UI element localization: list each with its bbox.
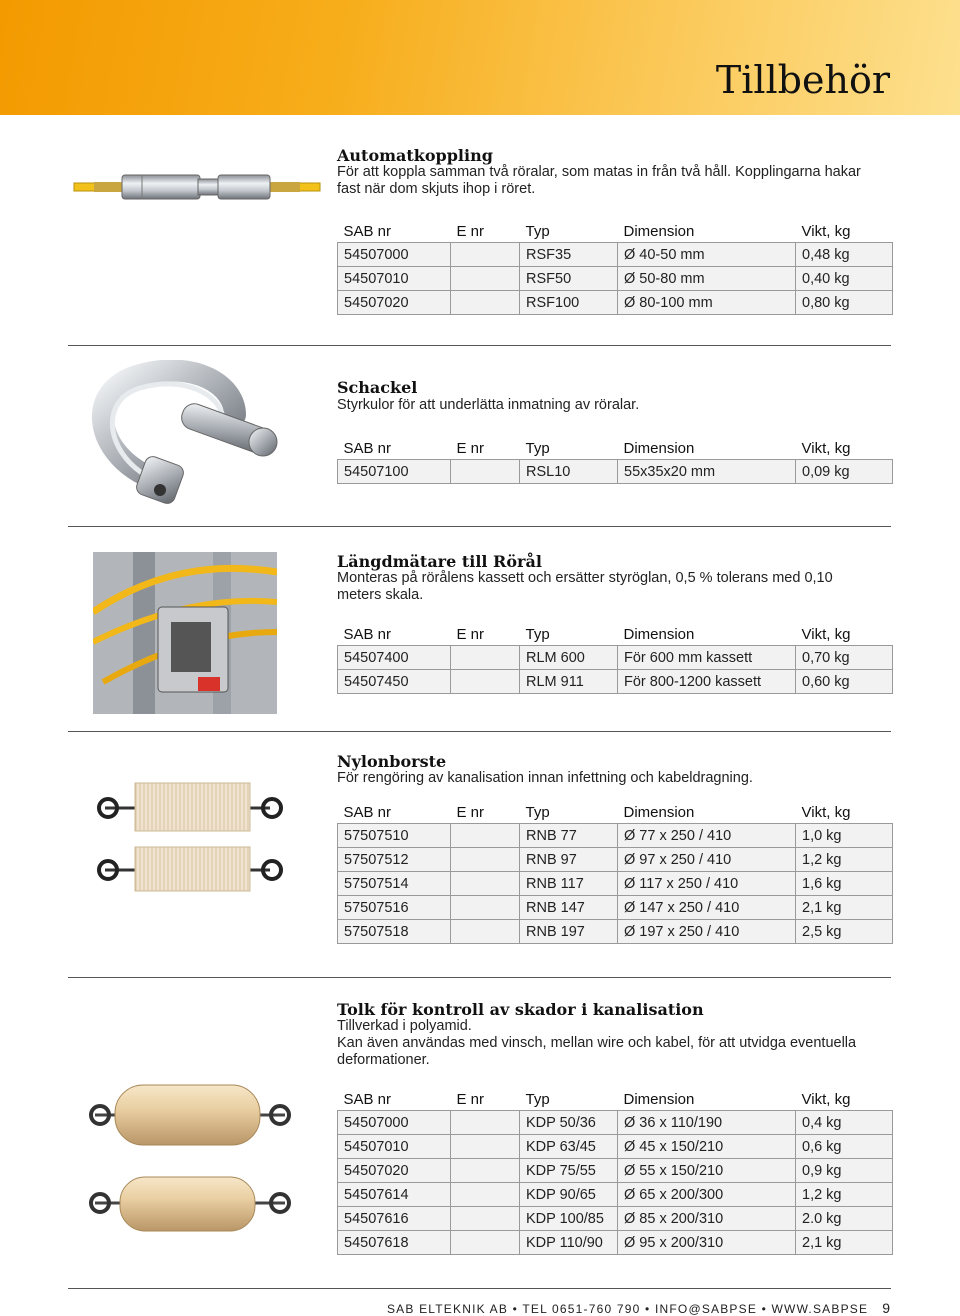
- table-cell: 0,9 kg: [796, 1159, 893, 1183]
- table-cell: 54507450: [338, 670, 451, 694]
- table-cell: 54507020: [338, 1159, 451, 1183]
- table-row: [338, 920, 893, 944]
- table-cell: 2,1 kg: [796, 1231, 893, 1255]
- table-cell: KDP 110/90: [520, 1231, 618, 1255]
- table-cell: 2,5 kg: [796, 920, 893, 944]
- table-cell: 2,1 kg: [796, 896, 893, 920]
- table-row: [338, 1231, 893, 1255]
- table-cell: 0,60 kg: [796, 670, 893, 694]
- table-header-row: [338, 1088, 893, 1111]
- table-cell: 0,4 kg: [796, 1111, 893, 1135]
- table-cell: Ø 65 x 200/300: [618, 1183, 796, 1207]
- section-desc-schackel: Styrkulor för att underlätta inmatning av röralar.: [337, 397, 640, 413]
- section-divider: [68, 1288, 891, 1289]
- table-cell: 57507514: [338, 872, 451, 896]
- column-header: E nr: [456, 803, 485, 821]
- table-row: [338, 243, 893, 267]
- table-cell: Ø 40-50 mm: [618, 243, 796, 267]
- section-title-langdmatare: Längdmätare till Rörål: [337, 552, 542, 571]
- column-header: Typ: [525, 439, 550, 457]
- table-cell: [451, 848, 520, 872]
- footer: [387, 1300, 890, 1316]
- column-header: SAB nr: [343, 625, 392, 643]
- column-header: Typ: [525, 625, 550, 643]
- column-header: E nr: [456, 625, 485, 643]
- section-desc-tolk: Tillverkad i polyamid. Kan även användas med vinsch, mellan wire och kabel, för att utvidga eventuella deformationer.: [337, 1018, 857, 1068]
- gauge-pig-image: [85, 1075, 295, 1255]
- table-cell: 0,6 kg: [796, 1135, 893, 1159]
- table-cell: RSF50: [520, 267, 618, 291]
- table-cell: [451, 1231, 520, 1255]
- table-cell: 54507400: [338, 646, 451, 670]
- table-header-row: [338, 801, 893, 824]
- table-cell: RNB 197: [520, 920, 618, 944]
- table-cell: [451, 646, 520, 670]
- table-cell: Ø 45 x 150/210: [618, 1135, 796, 1159]
- column-header: E nr: [456, 222, 485, 240]
- column-header: Dimension: [623, 1090, 695, 1108]
- table-header-row: [338, 220, 893, 243]
- table-cell: RSF100: [520, 291, 618, 315]
- table-row: [338, 1183, 893, 1207]
- nylon-brush-image: [90, 775, 290, 895]
- header-banner: [0, 0, 960, 115]
- table-cell: 1,6 kg: [796, 872, 893, 896]
- table-cell: 57507516: [338, 896, 451, 920]
- table-cell: KDP 63/45: [520, 1135, 618, 1159]
- table-cell: 0,40 kg: [796, 267, 893, 291]
- table-cell: [451, 243, 520, 267]
- column-header: Dimension: [623, 625, 695, 643]
- table-row: [338, 460, 893, 484]
- column-header: E nr: [456, 439, 485, 457]
- table-cell: 54507614: [338, 1183, 451, 1207]
- table-cell: RNB 147: [520, 896, 618, 920]
- table-cell: Ø 77 x 250 / 410: [618, 824, 796, 848]
- table-cell: [451, 267, 520, 291]
- table-row: [338, 670, 893, 694]
- table-cell: För 800-1200 kassett: [618, 670, 796, 694]
- table-cell: KDP 90/65: [520, 1183, 618, 1207]
- column-header: E nr: [456, 1090, 485, 1108]
- table-cell: 57507512: [338, 848, 451, 872]
- section-desc-langdmatare: Monteras på rörålens kassett och ersätter styröglan, 0,5 % tolerans med 0,10 meters skala.: [337, 570, 833, 603]
- table-cell: RLM 911: [520, 670, 618, 694]
- table-cell: RLM 600: [520, 646, 618, 670]
- column-header: Typ: [525, 803, 550, 821]
- table-cell: Ø 85 x 200/310: [618, 1207, 796, 1231]
- table-cell: 2.0 kg: [796, 1207, 893, 1231]
- table-cell: 54507010: [338, 267, 451, 291]
- table-row: [338, 1135, 893, 1159]
- table-cell: [451, 872, 520, 896]
- table-cell: 0,70 kg: [796, 646, 893, 670]
- column-header: Vikt, kg: [801, 1090, 851, 1108]
- section-divider: [68, 731, 891, 732]
- table-cell: 0,09 kg: [796, 460, 893, 484]
- table-cell: 54507100: [338, 460, 451, 484]
- section-divider: [68, 977, 891, 978]
- section-title-automatkoppling: Automatkoppling: [337, 146, 493, 165]
- table-cell: 57507510: [338, 824, 451, 848]
- column-header: Dimension: [623, 439, 695, 457]
- table-cell: 1,0 kg: [796, 824, 893, 848]
- table-row: [338, 872, 893, 896]
- table-tolk: [337, 1088, 893, 1255]
- column-header: SAB nr: [343, 803, 392, 821]
- table-cell: 1,2 kg: [796, 848, 893, 872]
- table-nylonborste: [337, 801, 893, 944]
- table-cell: 0,80 kg: [796, 291, 893, 315]
- table-cell: RSF35: [520, 243, 618, 267]
- column-header: Typ: [525, 1090, 550, 1108]
- table-cell: [451, 1183, 520, 1207]
- section-divider: [68, 345, 891, 346]
- table-row: [338, 1111, 893, 1135]
- table-cell: KDP 100/85: [520, 1207, 618, 1231]
- table-row: [338, 896, 893, 920]
- column-header: Vikt, kg: [801, 803, 851, 821]
- section-title-schackel: Schackel: [337, 378, 418, 397]
- table-row: [338, 291, 893, 315]
- table-cell: 54507010: [338, 1135, 451, 1159]
- table-cell: [451, 460, 520, 484]
- table-cell: Ø 95 x 200/310: [618, 1231, 796, 1255]
- table-cell: 55x35x20 mm: [618, 460, 796, 484]
- table-cell: 54507020: [338, 291, 451, 315]
- column-header: Vikt, kg: [801, 222, 851, 240]
- column-header: Dimension: [623, 222, 695, 240]
- table-row: [338, 267, 893, 291]
- column-header: SAB nr: [343, 439, 392, 457]
- section-desc-nylonborste: För rengöring av kanalisation innan infettning och kabeldragning.: [337, 770, 753, 786]
- table-cell: KDP 50/36: [520, 1111, 618, 1135]
- length-meter-image: [93, 552, 277, 714]
- table-cell: RNB 97: [520, 848, 618, 872]
- column-header: Vikt, kg: [801, 439, 851, 457]
- column-header: Vikt, kg: [801, 625, 851, 643]
- table-cell: Ø 147 x 250 / 410: [618, 896, 796, 920]
- table-cell: [451, 824, 520, 848]
- table-cell: RNB 117: [520, 872, 618, 896]
- table-cell: 0,48 kg: [796, 243, 893, 267]
- table-header-row: [338, 437, 893, 460]
- table-cell: RNB 77: [520, 824, 618, 848]
- column-header: SAB nr: [343, 222, 392, 240]
- table-header-row: [338, 623, 893, 646]
- table-cell: [451, 670, 520, 694]
- table-cell: [451, 920, 520, 944]
- table-cell: 1,2 kg: [796, 1183, 893, 1207]
- table-cell: RSL10: [520, 460, 618, 484]
- table-row: [338, 848, 893, 872]
- table-cell: 54507618: [338, 1231, 451, 1255]
- table-row: [338, 646, 893, 670]
- table-cell: 54507000: [338, 243, 451, 267]
- table-schackel: [337, 437, 893, 484]
- table-cell: För 600 mm kassett: [618, 646, 796, 670]
- table-cell: Ø 197 x 250 / 410: [618, 920, 796, 944]
- table-cell: Ø 55 x 150/210: [618, 1159, 796, 1183]
- table-cell: [451, 1159, 520, 1183]
- table-cell: Ø 36 x 110/190: [618, 1111, 796, 1135]
- coupling-image: [72, 165, 322, 210]
- table-cell: [451, 896, 520, 920]
- table-row: [338, 1207, 893, 1231]
- table-cell: Ø 50-80 mm: [618, 267, 796, 291]
- table-row: [338, 824, 893, 848]
- column-header: SAB nr: [343, 1090, 392, 1108]
- section-divider: [68, 526, 891, 527]
- page-title: Tillbehör: [715, 58, 890, 102]
- table-cell: KDP 75/55: [520, 1159, 618, 1183]
- table-cell: [451, 1135, 520, 1159]
- table-cell: Ø 117 x 250 / 410: [618, 872, 796, 896]
- table-automatkoppling: [337, 220, 893, 315]
- shackle-image: [85, 360, 285, 525]
- table-cell: [451, 291, 520, 315]
- footer-contact: SAB ELTEKNIK AB • TEL 0651-760 790 • INFO@SABPSE • WWW.SABPSE: [386, 1302, 869, 1316]
- table-langdmatare: [337, 623, 893, 694]
- page-number: 9: [882, 1300, 890, 1316]
- table-cell: [451, 1207, 520, 1231]
- table-cell: [451, 1111, 520, 1135]
- table-cell: 57507518: [338, 920, 451, 944]
- table-cell: Ø 80-100 mm: [618, 291, 796, 315]
- section-desc-automatkoppling: För att koppla samman två röralar, som matas in från två håll. Kopplingarna hakar fast när dom skjuts ihop i röret.: [337, 164, 861, 197]
- table-row: [338, 1159, 893, 1183]
- column-header: Typ: [525, 222, 550, 240]
- table-cell: Ø 97 x 250 / 410: [618, 848, 796, 872]
- column-header: Dimension: [623, 803, 695, 821]
- table-cell: 54507000: [338, 1111, 451, 1135]
- section-title-nylonborste: Nylonborste: [337, 752, 447, 771]
- table-cell: 54507616: [338, 1207, 451, 1231]
- section-title-tolk: Tolk för kontroll av skador i kanalisation: [337, 1000, 704, 1019]
